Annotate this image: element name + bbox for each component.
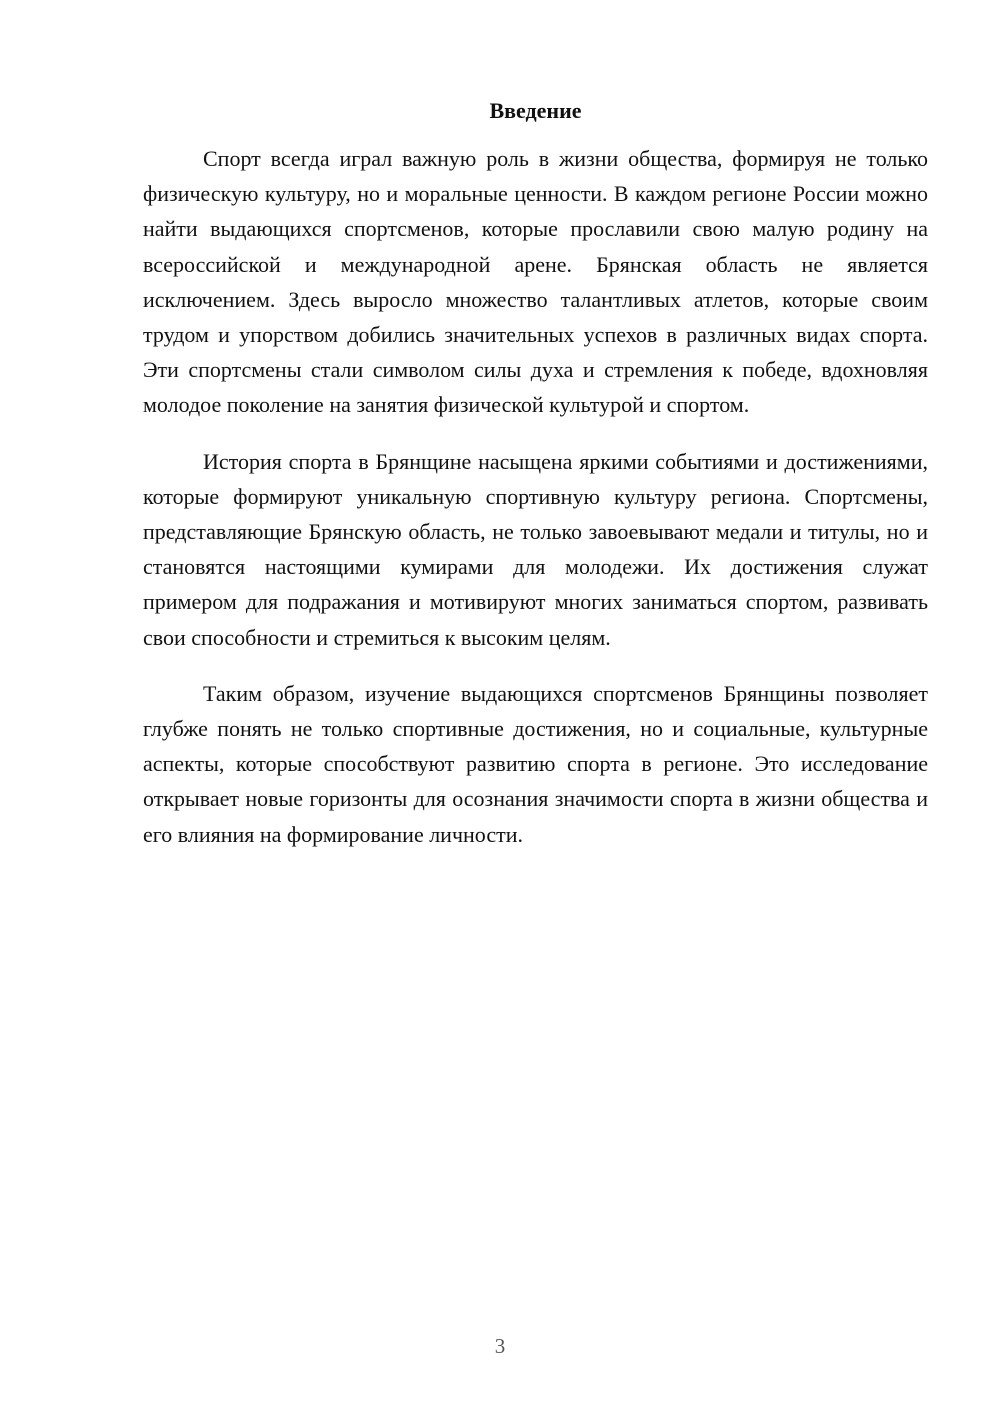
body-text — [143, 141, 928, 873]
paragraph-1: Спорт всегда играл важную роль в жизни общества, формируя не только физическую культуру, но и моральные ценности. В каждом регионе России можно найти выдающихся спортсменов, которые прославили свою малую родину на всероссийской и международной арене. Брянская область не является исключением. Здесь выросло множество талантливых атлетов, которые своим трудом и упорством добились значительных успехов в различных видах спорта. Эти спортсмены стали символом силы духа и стремления к победе, вдохновляя молодое поколение на занятия физической культурой и спортом. — [143, 146, 928, 418]
paragraph-3: Таким образом, изучение выдающихся спортсменов Брянщины позволяет глубже понять не только спортивные достижения, но и социальные, культурные аспекты, которые способствуют развитию спорта в регионе. Это исследование открывает новые горизонты для осознания значимости спорта в жизни общества и его влияния на формирование личности. — [143, 680, 928, 847]
section-heading: Введение — [489, 98, 582, 123]
paragraph-2: История спорта в Брянщине насыщена яркими событиями и достижениями, которые формируют уникальную спортивную культуру региона. Спортсмены, представляющие Брянскую область, не только завоевывают медали и титулы, но и становятся настоящими кумирами для молодежи. Их достижения служат примером для подражания и мотивируют многих заниматься спортом, развивать свои способности и стремиться к высоким целям. — [143, 448, 928, 650]
page-number: 3 — [494, 1334, 506, 1358]
